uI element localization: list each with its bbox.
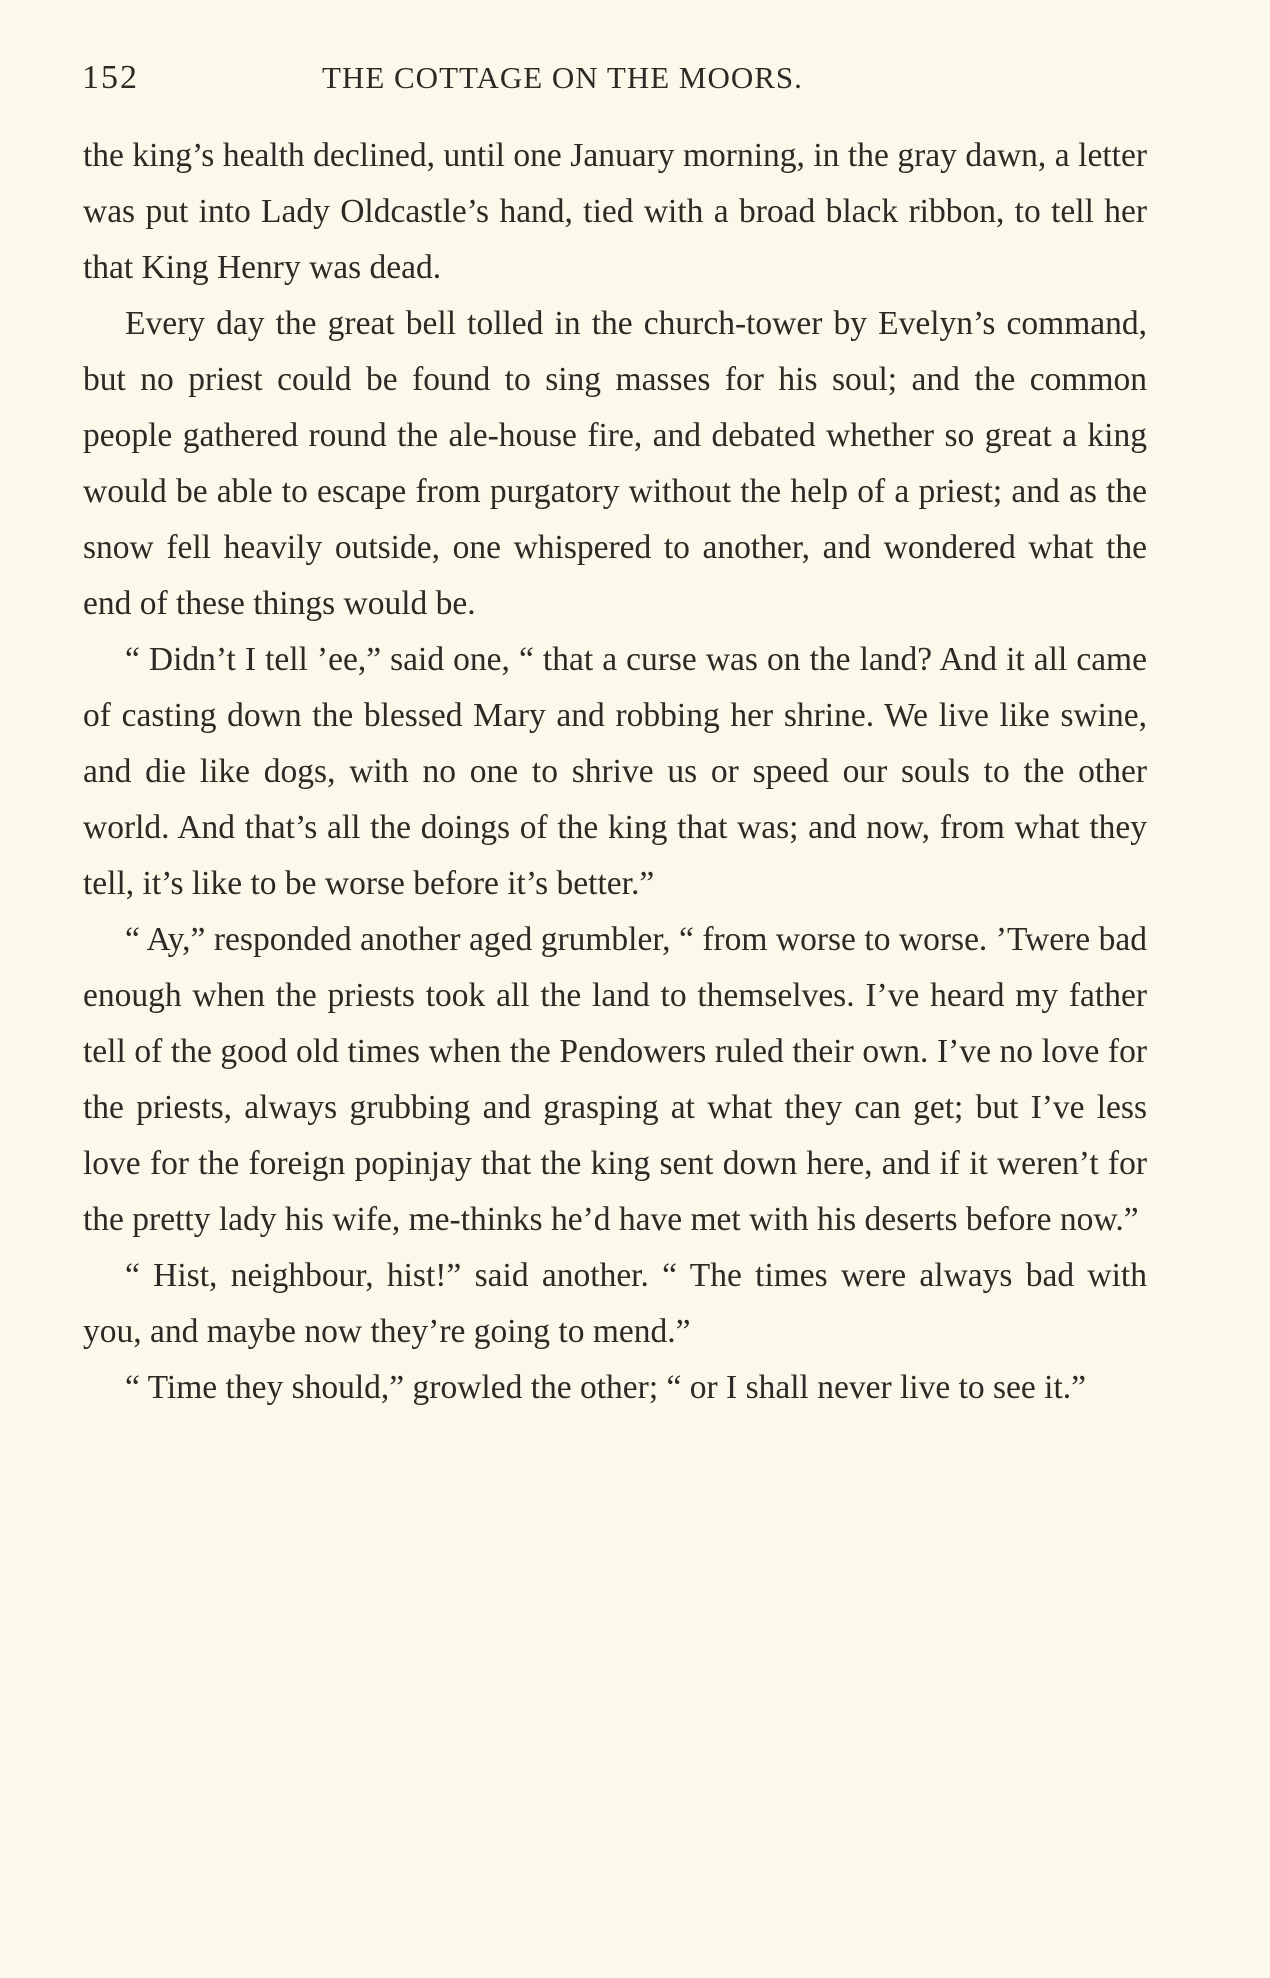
paragraph-time-they-should: “ Time they should,” growled the other; “ or I shall never live to see it.”	[125, 1369, 1087, 1406]
page-number: 152	[82, 59, 139, 96]
paragraph-curse-on-land: “ Didn’t I tell ’ee,” said one, “ that a curse was on the land? And it all came of casting down the blessed Mary and robbing her shrine. We live like swine, and die like dogs, with no one to shrive us or speed our souls to the other world. And that’s all the doings of the king that was; and now, from what they tell, it’s like to be worse before it’s better.”	[83, 641, 1147, 902]
paragraph-hist-neighbour: “ Hist, neighbour, hist!” said another. “ The times were always bad with you, and maybe now they’re going to mend.”	[83, 1257, 1147, 1350]
paragraph-church-bell: Every day the great bell tolled in the church-tower by Evelyn’s command, but no priest could be found to sing masses for his soul; and the common people gathered round the ale-house fire, and debated whether so great a king would be able to escape from purgatory without the help of a priest; and as the snow fell heavily outside, one whispered to another, and wondered what the end of these things would be.	[83, 305, 1147, 622]
running-title: THE COTTAGE ON THE MOORS.	[322, 60, 803, 95]
paragraph-worse-to-worse: “ Ay,” responded another aged grumbler, “ from worse to worse. ’Twere bad enough when the priests took all the land to themselves. I’ve heard my father tell of the good old times when the Pendowers ruled their own. I’ve no love for the priests, always grubbing and grasping at what they can get; but I’ve less love for the foreign popinjay that the king sent down here, and if it weren’t for the pretty lady his wife, me-thinks he’d have met with his deserts before now.”	[83, 921, 1147, 1238]
body-text	[83, 128, 1147, 1416]
running-header	[82, 50, 1146, 100]
paragraph-continuation: the king’s health declined, until one January morning, in the gray dawn, a letter was put into Lady Oldcastle’s hand, tied with a broad black ribbon, to tell her that King Henry was dead.	[83, 137, 1147, 286]
